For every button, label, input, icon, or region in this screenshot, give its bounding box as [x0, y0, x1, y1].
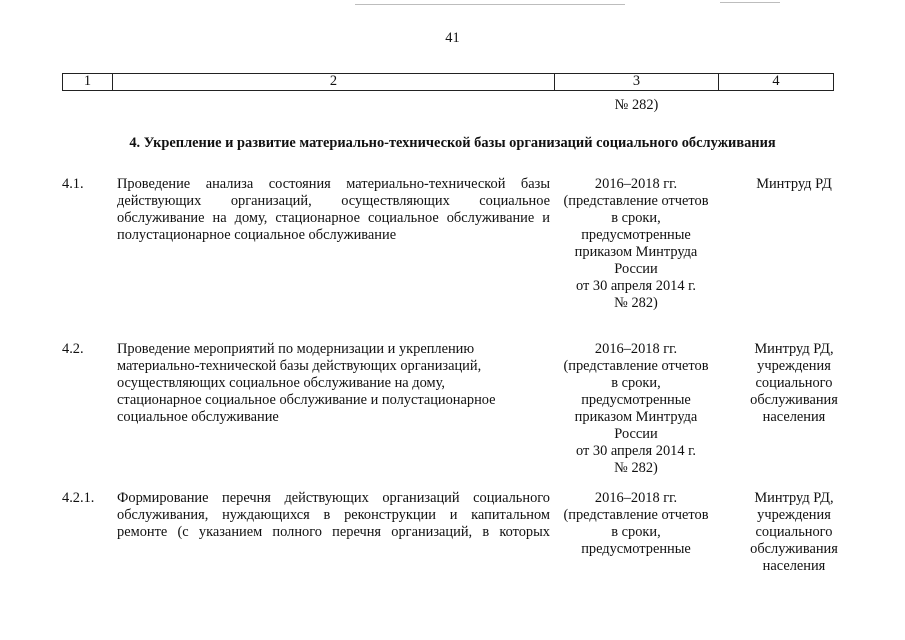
description-line: полустационарное социальное обслуживание — [117, 227, 397, 243]
carried-over-text: № 282) — [614, 97, 659, 113]
row-term — [555, 490, 717, 558]
executor-line: социального — [755, 375, 833, 391]
executor-line: обслуживания — [750, 392, 838, 408]
row-number: 4.2. — [62, 341, 84, 357]
term-line: (представление отчетов — [563, 358, 709, 374]
description-line: материально-технической базы действующих организаций, — [117, 358, 482, 374]
term-line: № 282) — [614, 460, 658, 476]
column-number-3: 3 — [555, 74, 719, 90]
term-line: России — [614, 426, 658, 442]
term-line: 2016–2018 гг. — [594, 176, 678, 192]
page-number: 41 — [445, 30, 460, 46]
row-number: 4.2.1. — [62, 490, 95, 506]
description-line: обслуживание на дому, стационарное социальное обслуживание и — [117, 210, 550, 226]
term-line: приказом Минтруда — [574, 409, 698, 425]
term-line: предусмотренные — [581, 541, 691, 557]
description-line: социальное обслуживание — [117, 409, 279, 425]
executor-line: населения — [762, 409, 826, 425]
row-executor — [734, 490, 854, 575]
term-line: России — [614, 261, 658, 277]
executor-line: Минтруд РД, — [754, 341, 834, 357]
description-line: Проведение мероприятий по модернизации и укреплению — [117, 341, 475, 357]
row-description — [117, 490, 550, 541]
row-term — [555, 341, 717, 477]
description-line: Проведение анализа состояния материально-технической базы — [117, 176, 550, 192]
row-description — [117, 341, 550, 426]
scan-artifact — [720, 2, 780, 3]
term-line: от 30 апреля 2014 г. — [575, 443, 696, 459]
executor-line: социального — [755, 524, 833, 540]
description-line: действующих организаций, осуществляющих социальное — [117, 193, 550, 209]
executor-line: населения — [762, 558, 826, 574]
executor-line: Минтруд РД — [756, 176, 832, 192]
executor-line: учреждения — [757, 507, 831, 523]
executor-line: учреждения — [757, 358, 831, 374]
term-line: от 30 апреля 2014 г. — [575, 278, 696, 294]
term-line: приказом Минтруда — [574, 244, 698, 260]
executor-line: обслуживания — [750, 541, 838, 557]
row-number: 4.1. — [62, 176, 84, 192]
column-number-2: 2 — [113, 74, 555, 90]
column-number-header — [62, 73, 834, 91]
row-description — [117, 176, 550, 244]
executor-line: Минтруд РД, — [754, 490, 834, 506]
term-line: в сроки, — [611, 210, 661, 226]
row-executor — [734, 341, 854, 426]
description-line: обслуживания, нуждающихся в реконструкции и капитальном — [117, 507, 550, 523]
term-line: № 282) — [614, 295, 658, 311]
row-executor — [734, 176, 854, 193]
section-heading: 4. Укрепление и развитие материально-технической базы организаций социального обслуживания — [129, 135, 776, 151]
description-line: стационарное социальное обслуживание и полустационарное — [117, 392, 496, 408]
term-line: в сроки, — [611, 375, 661, 391]
description-line: осуществляющих социальное обслуживание на дому, — [117, 375, 445, 391]
term-line: 2016–2018 гг. — [594, 490, 678, 506]
term-line: 2016–2018 гг. — [594, 341, 678, 357]
column-number-4: 4 — [772, 73, 780, 89]
term-line: предусмотренные — [581, 392, 691, 408]
term-line: предусмотренные — [581, 227, 691, 243]
term-line: (представление отчетов — [563, 193, 709, 209]
description-line: ремонте (с указанием полного перечня организаций, в которых — [117, 524, 550, 540]
row-term — [555, 176, 717, 312]
scan-artifact — [355, 4, 625, 5]
term-line: в сроки, — [611, 524, 661, 540]
term-line: (представление отчетов — [563, 507, 709, 523]
description-line: Формирование перечня действующих организаций социального — [117, 490, 550, 506]
column-number-1: 1 — [63, 74, 113, 90]
